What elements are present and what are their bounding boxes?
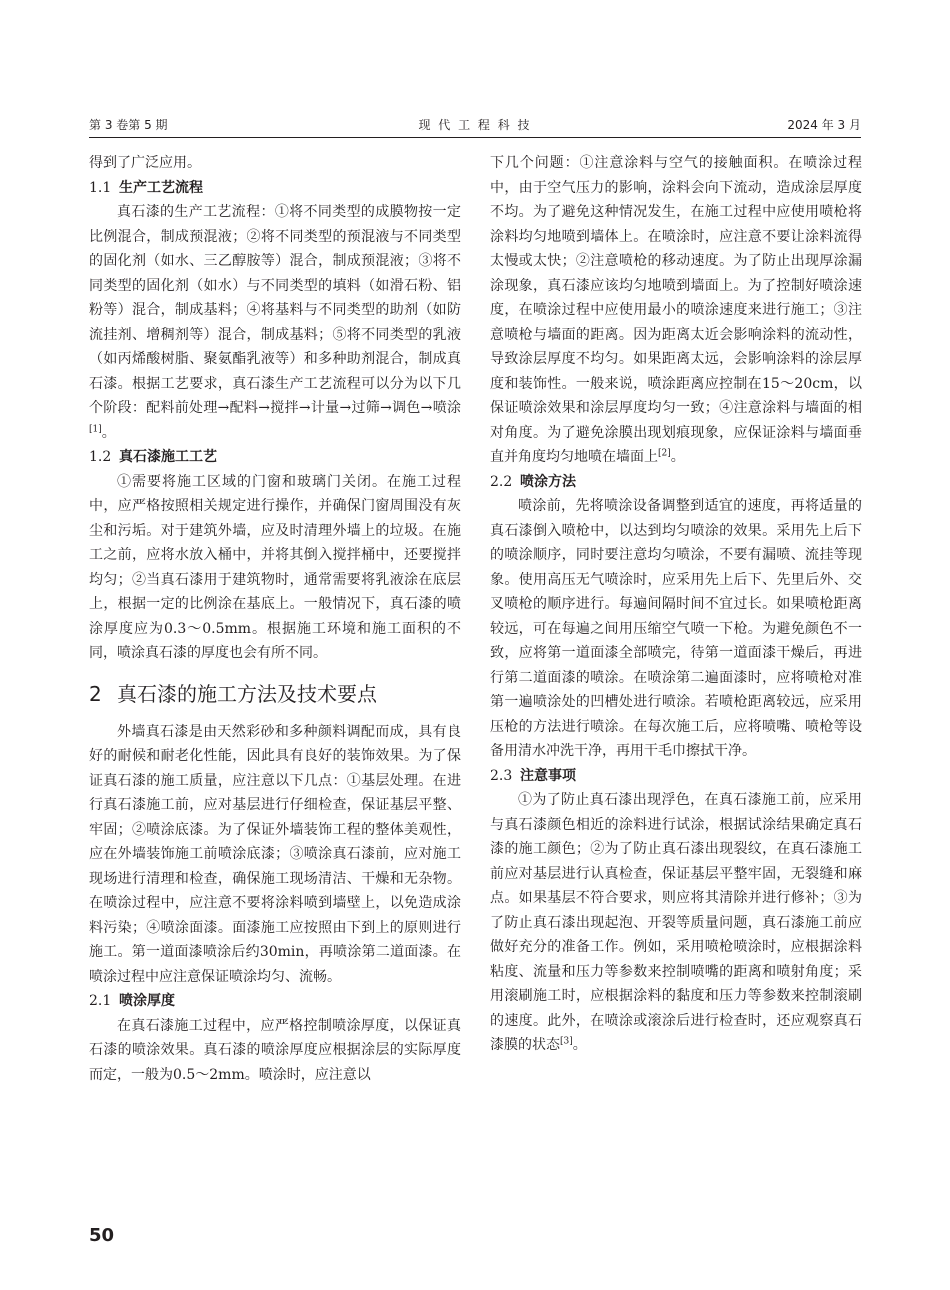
section-number: 1.1	[89, 179, 112, 196]
paragraph-text: ①为了防止真石漆出现浮色，在真石漆施工前，应采用与真石漆颜色相近的涂料进行试涂，根据试涂结果确定真石漆的施工颜色；②为了防止真石漆出现裂纹，在真石漆施工前应对基层进行认真检查，保证基层平整牢固，无裂缝和麻点。如果基层不符合要求，则应将其清除并进行修补；③为了防止真石漆出现起泡、开裂等质量问题，真石漆施工前应做好充分的准备工作。例如，采用喷枪喷涂时，应根据涂料粘度、流量和压力等参数来控制喷嘴的距离和喷射角度；采用滚刷施工时，应根据涂料的黏度和压力等参数来控制滚刷的速度。此外，在喷涂或滚涂后进行检查时，还应观察真石漆膜的状态	[490, 792, 862, 1053]
section-title: 真石漆施工工艺	[119, 449, 217, 465]
page-number: 50	[89, 1225, 115, 1246]
section-heading-1-2	[89, 445, 461, 470]
paragraph: 喷涂前，先将喷涂设备调整到适宜的速度，再将适量的真石漆倒入喷枪中，以达到均匀喷涂的效果。采用先上后下的喷涂顺序，同时要注意均匀喷涂，不要有漏喷、流挂等现象。使用高压无气喷涂时，应采用先上后下、先里后外、交叉喷枪的顺序进行。每遍间隔时间不宜过长。如果喷枪距离较远，可在每遍之间用压缩空气喷一下枪。为避免颜色不一致，应将第一道面漆全部喷完，待第一道面漆干燥后，再进行第二道面漆的喷涂。在喷涂第二遍面漆时，应将喷枪对准第一遍喷涂处的凹槽处进行喷涂。若喷枪距离较远，应采用压枪的方法进行喷涂。在每次施工后，应将喷嘴、喷枪等设备用清水冲洗干净，再用干毛巾擦拭干净。	[490, 498, 862, 759]
paragraph-continued: 得到了广泛应用。	[89, 155, 201, 171]
running-header	[89, 116, 861, 132]
paragraph-text: 真石漆的生产工艺流程：①将不同类型的成膜物按一定比例混合，制成预混液；②将不同类型的预混液与不同类型的固化剂（如水、三乙醇胺等）混合，制成预混液；③将不同类型的固化剂（如水）与不同类型的填料（如滑石粉、铝粉等）混合，制成基料；④将基料与不同类型的助剂（如防流挂剂、增稠剂等）混合，制成基料；⑤将不同类型的乳液（如丙烯酸树脂、聚氨酯乳液等）和多种助剂混合，制成真石漆。根据工艺要求，真石漆生产工艺流程可以分为以下几个阶段：配料前处理→配料→搅拌→计量→过筛→调色→喷涂	[89, 204, 461, 416]
paragraph	[89, 200, 461, 445]
header-rule	[89, 137, 861, 138]
paragraph-end: 。	[101, 424, 116, 441]
section-heading-2-1	[89, 989, 461, 1014]
section-title: 真石漆的施工方法及技术要点	[117, 681, 377, 706]
section-number: 2.3	[490, 767, 513, 784]
citation: [3]	[560, 1036, 573, 1047]
paragraph-text: 下几个问题：①注意涂料与空气的接触面积。在喷涂过程中，由于空气压力的影响，涂料会向下流动，造成涂层厚度不均。为了避免这种情况发生，在施工过程中应使用喷枪将涂料均匀地喷到墙体上。在喷涂时，应注意不要让涂料流得太慢或太快；②注意喷枪的移动速度。为了防止出现厚涂漏涂现象，真石漆应该均匀地喷到墙面上。为了控制好喷涂速度，在喷涂过程中应使用最小的喷涂速度来进行施工；③注意喷枪与墙面的距离。因为距离太近会影响涂料的流动性，导致涂层厚度不均匀。如果距离太远，会影响涂料的涂层厚度和装饰性。一般来说，喷涂距离应控制在15～20cm，以保证喷涂效果和涂层厚度均匀一致；④注意涂料与墙面的相对角度。为了避免涂膜出现划痕现象，应保证涂料与墙面垂直并角度均匀地喷在墙面上	[490, 155, 862, 465]
paragraph-continued	[490, 151, 862, 470]
citation: [1]	[89, 423, 102, 434]
left-column	[89, 151, 461, 1087]
paragraph: ①需要将施工区域的门窗和玻璃门关闭。在施工过程中，应严格按照相关规定进行操作，并确保门窗周围没有灰尘和污垢。对于建筑外墙，应及时清理外墙上的垃圾。在施工之前，应将水放入桶中，并将其倒入搅拌桶中，还要搅拌均匀；②当真石漆用于建筑物时，通常需要将乳液涂在底层上，根据一定的比例涂在基底上。一般情况下，真石漆的喷涂厚度应为0.3～0.5mm。根据施工环境和施工面积的不同，喷涂真石漆的厚度也会有所不同。	[89, 473, 461, 661]
section-title: 喷涂方法	[520, 473, 576, 490]
section-number: 2.2	[490, 473, 513, 490]
section-number: 2	[89, 681, 102, 706]
section-heading-2-3	[490, 764, 862, 789]
header-journal: 现 代 工 程 科 技	[418, 118, 532, 132]
citation: [2]	[658, 448, 671, 459]
paragraph-end: 。	[670, 449, 685, 465]
section-title: 喷涂厚度	[119, 993, 175, 1009]
paragraph-end: 。	[572, 1037, 587, 1053]
section-heading-1-1	[89, 176, 461, 201]
section-heading-2	[89, 680, 461, 708]
header-volume: 第 3 卷第 5 期	[89, 118, 168, 132]
right-column	[490, 151, 862, 1058]
section-number: 2.1	[89, 993, 112, 1009]
section-heading-2-2	[490, 470, 862, 495]
paragraph: 外墙真石漆是由天然彩砂和多种颜料调配而成，具有良好的耐候和耐老化性能，因此具有良好的装饰效果。为了保证真石漆的施工质量，应注意以下几点：①基层处理。在进行真石漆施工前，应对基层进行仔细检查，保证基层平整、牢固；②喷涂底漆。为了保证外墙装饰工程的整体美观性，应在外墙装饰施工前喷涂底漆；③喷涂真石漆前，应对施工现场进行清理和检查，确保施工现场清洁、干燥和无杂物。在喷涂过程中，应注意不要将涂料喷到墙壁上，以免造成涂料污染；④喷涂面漆。面漆施工应按照由下到上的原则进行施工。第一道面漆喷涂后约30min，再喷涂第二道面漆。在喷涂过程中应注意保证喷涂均匀、流畅。	[89, 723, 461, 985]
section-title: 注意事项	[520, 767, 576, 784]
section-title: 生产工艺流程	[119, 179, 203, 196]
header-date: 2024 年 3 月	[787, 118, 861, 132]
paragraph: 在真石漆施工过程中，应严格控制喷涂厚度，以保证真石漆的喷涂效果。真石漆的喷涂厚度应根据涂层的实际厚度而定，一般为0.5～2mm。喷涂时，应注意以	[89, 1017, 461, 1083]
paragraph	[490, 788, 862, 1058]
section-number: 1.2	[89, 449, 112, 465]
